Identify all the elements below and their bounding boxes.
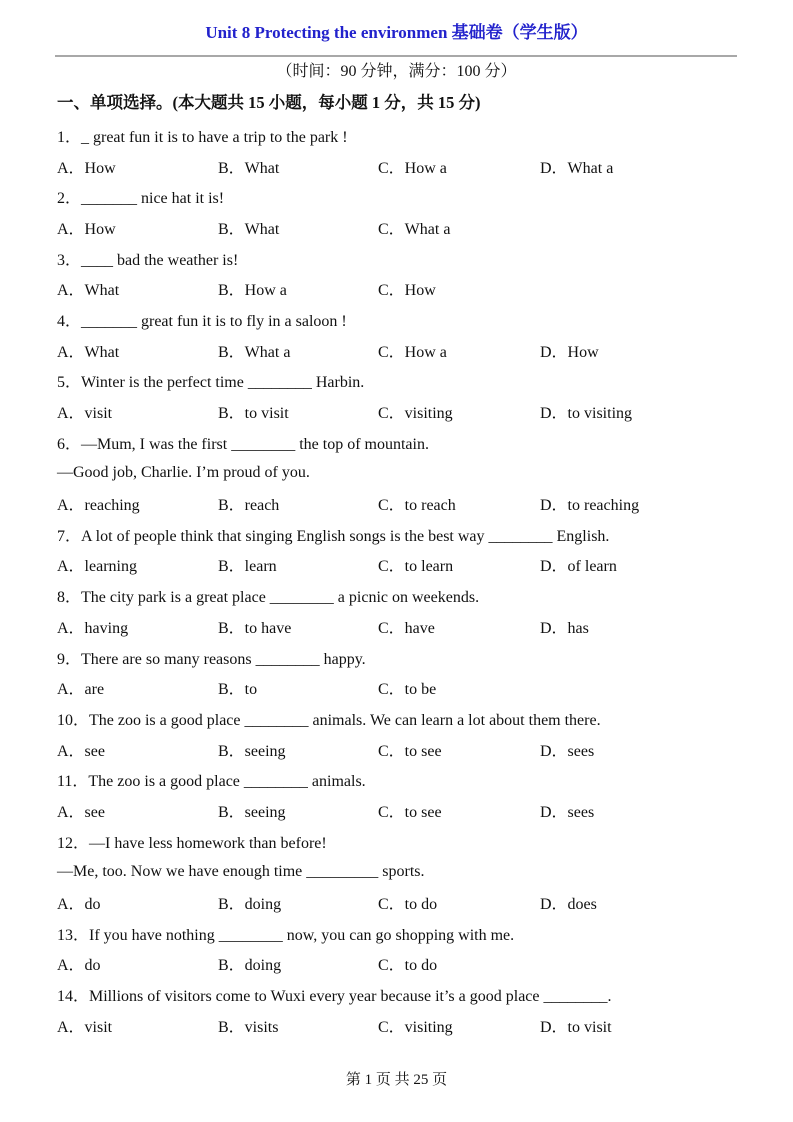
option-b: B．reach xyxy=(218,497,280,515)
option-a: A．visit xyxy=(57,1018,113,1036)
option-b: B．to visit xyxy=(218,405,289,423)
option-row xyxy=(0,672,793,703)
option-c: C．How a xyxy=(378,159,447,177)
option-c: C．to do xyxy=(378,896,438,914)
option-a: A．reaching xyxy=(57,497,140,515)
option-row xyxy=(0,887,793,918)
option-a: A．having xyxy=(57,619,129,637)
option-row xyxy=(0,396,793,427)
option-row xyxy=(0,273,793,304)
option-c: C．How a xyxy=(378,343,447,361)
option-row xyxy=(0,795,793,826)
option-a: A．What xyxy=(57,282,120,300)
question-stem: 13．If you have nothing ________ now, you can go shopping with me. xyxy=(57,926,515,944)
option-b: B．What a xyxy=(218,343,291,361)
option-b: B．to have xyxy=(218,619,292,637)
option-row xyxy=(0,488,793,519)
option-d: D．to reaching xyxy=(540,497,640,515)
option-b: B．seeing xyxy=(218,803,286,821)
option-c: C．visiting xyxy=(378,405,453,423)
option-c: C．have xyxy=(378,619,435,637)
option-d: D．What a xyxy=(540,159,614,177)
option-b: B．How a xyxy=(218,282,287,300)
option-a: A．do xyxy=(57,896,101,914)
option-d: D．of learn xyxy=(540,558,617,576)
question-stem: 3．____ bad the weather is! xyxy=(57,251,239,269)
option-row xyxy=(0,151,793,182)
option-d: D．sees xyxy=(540,742,595,760)
option-d: D．sees xyxy=(540,803,595,821)
option-a: A．How xyxy=(57,159,116,177)
option-b: B．seeing xyxy=(218,742,286,760)
option-b: B．What xyxy=(218,220,280,238)
question-stem: 1．_ great fun it is to have a trip to the park ! xyxy=(57,128,348,146)
option-c: C．visiting xyxy=(378,1018,453,1036)
option-row xyxy=(0,550,793,581)
option-b: B．to xyxy=(218,681,258,699)
option-c: C．to see xyxy=(378,803,442,821)
option-c: C．What a xyxy=(378,220,451,238)
question-continuation: —Good job, Charlie. I’m proud of you. xyxy=(57,463,310,481)
option-d: D．does xyxy=(540,896,597,914)
option-b: B．visits xyxy=(218,1018,279,1036)
exam-time-score-info: （时间：90 分钟，满分：100 分） xyxy=(276,63,517,80)
option-a: A．What xyxy=(57,343,120,361)
question-continuation: —Me, too. Now we have enough time _________ sports. xyxy=(57,862,425,880)
option-c: C．to be xyxy=(378,681,437,699)
question-stem: 6．—Mum, I was the first ________ the top of mountain. xyxy=(57,435,429,453)
option-d: D．to visiting xyxy=(540,405,633,423)
option-c: C．to learn xyxy=(378,558,454,576)
option-b: B．What xyxy=(218,159,280,177)
option-row xyxy=(0,949,793,980)
option-d: D．has xyxy=(540,619,589,637)
option-row xyxy=(0,335,793,366)
option-row xyxy=(0,1010,793,1041)
option-b: B．learn xyxy=(218,558,277,576)
question-stem: 8．The city park is a great place ________ a picnic on weekends. xyxy=(57,589,480,607)
question-list xyxy=(0,120,793,1041)
option-d: D．How xyxy=(540,343,599,361)
option-c: C．How xyxy=(378,282,436,300)
option-c: C．to see xyxy=(378,742,442,760)
option-b: B．doing xyxy=(218,957,282,975)
question-stem: 7．A lot of people think that singing English songs is the best way ________ English. xyxy=(57,527,610,545)
option-a: A．do xyxy=(57,957,101,975)
option-row xyxy=(0,734,793,765)
page-title: Unit 8 Protecting the environmen 基础卷（学生版） xyxy=(205,23,588,42)
option-b: B．doing xyxy=(218,896,282,914)
question-stem: 9．There are so many reasons ________ happy. xyxy=(57,650,366,668)
option-d: D．to visit xyxy=(540,1018,612,1036)
page-number: 第 1 页 共 25 页 xyxy=(345,1071,448,1088)
question-stem: 11．The zoo is a good place ________ animals. xyxy=(57,773,366,791)
header-divider xyxy=(55,55,737,57)
option-a: A．How xyxy=(57,220,116,238)
option-a: A．see xyxy=(57,803,105,821)
question-stem: 2．_______ nice hat it is! xyxy=(57,190,225,208)
option-row xyxy=(0,212,793,243)
question-stem: 14．Millions of visitors come to Wuxi every year because it’s a good place ________. xyxy=(57,988,612,1006)
option-a: A．are xyxy=(57,681,105,699)
option-row xyxy=(0,611,793,642)
option-a: A．visit xyxy=(57,405,113,423)
question-stem: 4．_______ great fun it is to fly in a saloon ! xyxy=(57,312,347,330)
option-a: A．see xyxy=(57,742,105,760)
option-a: A．learning xyxy=(57,558,137,576)
section-heading: 一、单项选择。(本大题共 15 小题，每小题 1 分，共 15 分) xyxy=(57,93,481,112)
question-stem: 5．Winter is the perfect time ________ Harbin. xyxy=(57,374,365,392)
question-stem: 10．The zoo is a good place ________ animals. We can learn a lot about them there. xyxy=(57,711,601,729)
option-c: C．to do xyxy=(378,957,438,975)
question-stem: 12．—I have less homework than before! xyxy=(57,834,327,852)
option-c: C．to reach xyxy=(378,497,456,515)
